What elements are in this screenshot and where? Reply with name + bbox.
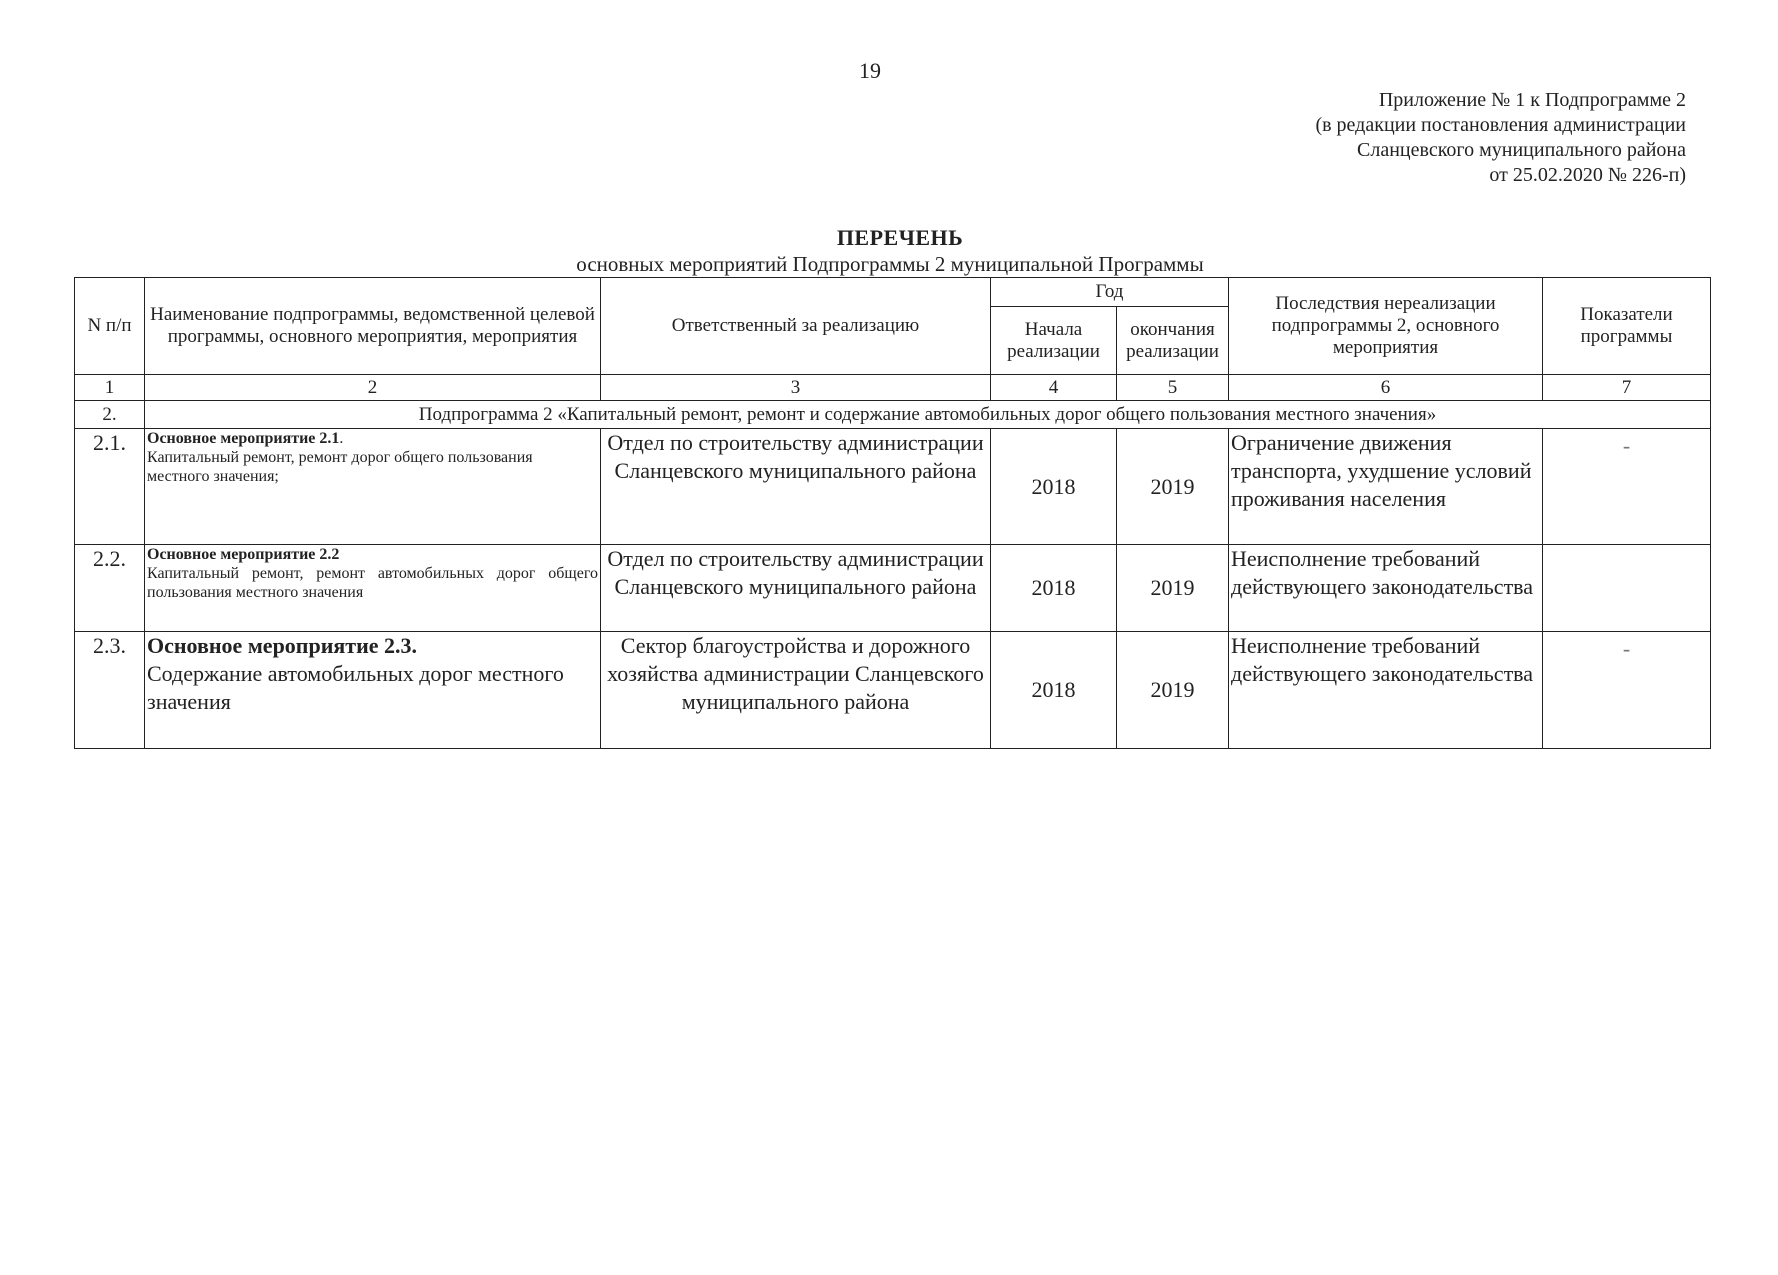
- responsible: Отдел по строительству администрации Сланцевского муниципального района: [601, 545, 991, 632]
- header-name: Наименование подпрограммы, ведомственной целевой программы, основного мероприятия, мероприятия: [145, 278, 601, 375]
- responsible: Сектор благоустройства и дорожного хозяйства администрации Сланцевского муниципального района: [601, 632, 991, 749]
- header-year-end: окончания реализации: [1117, 307, 1229, 375]
- header-row: [75, 278, 1711, 307]
- document-title: ПЕРЕЧЕНЬ: [836, 225, 964, 250]
- column-number: 2: [145, 375, 601, 401]
- year-end: 2019: [1117, 632, 1229, 749]
- measure-name-bold-suffix: .: [339, 430, 344, 447]
- column-number: 7: [1543, 375, 1711, 401]
- column-number: 3: [601, 375, 991, 401]
- appendix-line: Приложение № 1 к Подпрограмме 2: [1378, 89, 1686, 111]
- year-start: 2018: [991, 545, 1117, 632]
- measure-name: [145, 545, 601, 632]
- measure-name-text: Капитальный ремонт, ремонт дорог общего пользования местного значения;: [147, 449, 533, 485]
- measure-name-bold: Основное мероприятие 2.2: [147, 546, 340, 563]
- document-subtitle: основных мероприятий Подпрограммы 2 муниципальной Программы: [576, 252, 1204, 276]
- year-start: 2018: [991, 632, 1117, 749]
- row-num: 2.1.: [75, 429, 145, 545]
- subprogram-title: Подпрограмма 2 «Капитальный ремонт, ремонт и содержание автомобильных дорог общего пользования местного значения»: [145, 401, 1711, 429]
- responsible: Отдел по строительству администрации Сланцевского муниципального района: [601, 429, 991, 545]
- appendix-line: (в редакции постановления администрации: [1315, 114, 1686, 136]
- table-row: [75, 632, 1711, 749]
- row-num: 2.3.: [75, 632, 145, 749]
- measure-name-bold: Основное мероприятие 2.3.: [147, 633, 418, 658]
- subprogram-row: [75, 401, 1711, 429]
- column-number: 4: [991, 375, 1117, 401]
- table-row: [75, 429, 1711, 545]
- measure-name-bold: Основное мероприятие 2.1: [147, 430, 340, 447]
- consequences: Неисполнение требований действующего законодательства: [1229, 632, 1543, 749]
- subprogram-num: 2.: [75, 401, 145, 429]
- column-number-row: [75, 375, 1711, 401]
- header-consequences: Последствия нереализации подпрограммы 2, основного мероприятия: [1229, 278, 1543, 375]
- column-number: 5: [1117, 375, 1229, 401]
- measure-name: [145, 429, 601, 545]
- measure-name: [145, 632, 601, 749]
- consequences: Неисполнение требований действующего законодательства: [1229, 545, 1543, 632]
- appendix-line: Сланцевского муниципального района: [1357, 139, 1686, 161]
- header-year: Год: [991, 278, 1229, 307]
- column-number: 6: [1229, 375, 1543, 401]
- measure-name-text: Содержание автомобильных дорог местного значения: [147, 661, 564, 714]
- year-end: 2019: [1117, 429, 1229, 545]
- column-number: 1: [75, 375, 145, 401]
- header-year-start: Начала реализации: [991, 307, 1117, 375]
- appendix-line: от 25.02.2020 № 226-п): [1489, 164, 1686, 186]
- indicators: -: [1543, 429, 1711, 545]
- year-start: 2018: [991, 429, 1117, 545]
- header-responsible: Ответственный за реализацию: [601, 278, 991, 375]
- consequences: Ограничение движения транспорта, ухудшение условий проживания населения: [1229, 429, 1543, 545]
- row-num: 2.2.: [75, 545, 145, 632]
- indicators: [1543, 545, 1711, 632]
- indicators: -: [1543, 632, 1711, 749]
- appendix-note: [1315, 88, 1686, 188]
- year-end: 2019: [1117, 545, 1229, 632]
- measures-table: [74, 277, 1711, 749]
- header-indicators: Показатели программы: [1543, 278, 1711, 375]
- table-row: [75, 545, 1711, 632]
- measure-name-text: Капитальный ремонт, ремонт автомобильных дорог общего пользования местного значения: [147, 565, 598, 601]
- header-num: N п/п: [75, 278, 145, 375]
- page-number: 19: [859, 58, 881, 83]
